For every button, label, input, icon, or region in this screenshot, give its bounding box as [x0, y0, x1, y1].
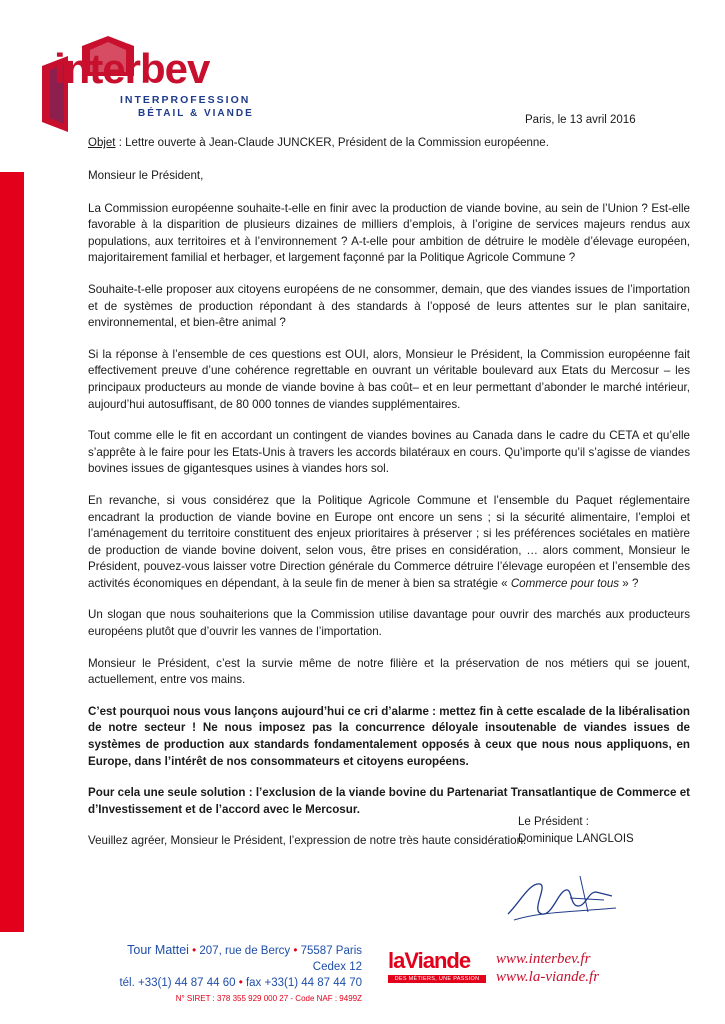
paragraph-2: Souhaite-t-elle proposer aux citoyens européens de ne consommer, demain, que des viandes issues de l’importation et de systèmes de production répondant à des standards à l’opposé de leurs attentes sur le plan sanitaire, environnemental, et bien-être animal ?: [88, 282, 690, 330]
logo-wordmark: interbev: [54, 45, 210, 92]
signatory: [518, 814, 634, 847]
paragraph-9-bold: Pour cela une seule solution : l’exclusion de la viande bovine du Partenariat Transatlantique de Commerce et d’Investissement et de l’accord avec le Mercosur.: [88, 786, 690, 816]
logo-subtitle-1: INTERPROFESSION: [120, 94, 251, 106]
signatory-title: Le Président :: [518, 816, 589, 828]
paragraph-5: [88, 493, 690, 593]
paragraph-8-bold: C’est pourquoi nous vous lançons aujourd’hui ce cri d’alarme : mettez fin à cette escalade de la libéralisation de notre secteur ! Ne nous imposez pas la concurrence déloyale insoutenable de viandes issues de systèmes de production aux standards fondamentalement opposés à ceux que nous nous appliquons, en Europe, dans l’intérêt de nos consommateurs et citoyens européens.: [88, 704, 690, 768]
signatory-name: Dominique LANGLOIS: [518, 832, 634, 845]
paragraph-7: Monsieur le Président, c’est la survie même de notre filière et la préservation de nos métiers qui se jouent, actuellement, entre vos mains.: [88, 656, 690, 687]
handwritten-signature-icon: [500, 862, 620, 932]
logo-subtitle-2: BÉTAIL & VIANDE: [138, 108, 254, 119]
addr-street: 207, rue de Bercy: [199, 945, 291, 957]
paragraph-5-text: En revanche, si vous considérez que la Politique Agricole Commune et l’ensemble du Paquet réglementaire encadrant la production de viande bovine en Europe ont encore un sens ; si la sécurité alimentaire, l’emploi et l’aménagement du territoire constituent des enjeux prioritaires à préserver ; si les préférences sociétales en matière de production de viande bovine doivent, selon vous, être prises en considération, … alors comment, Monsieur le Président, pouvez-vous laisser votre Direction générale du Commerce détruire l’élevage européen et l’ensemble des activités économiques en dépendant, à la seule fin de mener à bien sa stratégie «: [88, 493, 690, 590]
paragraph-6: Un slogan que nous souhaiterions que la Commission utilise davantage pour ouvrir des marchés aux producteurs européens plutôt que d’ouvrir les vannes de l’importation.: [88, 608, 690, 639]
paragraph-5-italic: Commerce pour tous: [510, 576, 620, 590]
footer-urls: [496, 950, 599, 986]
siret: N° SIRET : 378 355 929 000 27 - Code NAF : 9499Z: [175, 994, 362, 1003]
addr-city: 75587 Paris Cedex 12: [300, 945, 362, 973]
laviande-tagline: DES MÉTIERS, UNE PASSION: [388, 975, 486, 983]
addr-name: Tour Mattei: [127, 943, 189, 957]
paragraph-3: Si la réponse à l’ensemble de ces questions est OUI, alors, Monsieur le Président, la Commission européenne fait effectivement preuve d’une cohérence regrettable en ouvrant un véritable boulevard aux Etats du Mercosur – les principaux producteurs au monde de viande bovine à bas coût– et en leur permettant d’abonder le marché intérieur, aujourd’hui autosuffisant, de 80 000 tonnes de viandes supplémentaires.: [88, 347, 690, 411]
letter-date: Paris, le 13 avril 2016: [525, 114, 636, 126]
paragraph-1: La Commission européenne souhaite-t-elle en finir avec la production de viande bovine, au sein de l’Union ? Est-elle favorable à la disparition de plusieurs dizaines de milliers d’emplois, à l’origine de services majeurs rendus aux populations, aux territoires et à l’environnement ? A-t-elle pour ambition de détruire le modèle d’élevage européen, majoritairement familial et herbager, et largement façonné par la Politique Agricole Commune ?: [88, 201, 690, 265]
salutation: Monsieur le Président,: [88, 169, 204, 182]
left-red-bar: [0, 172, 24, 932]
letter-subject: [88, 137, 549, 149]
footer-address: [92, 942, 362, 1007]
closing: Veuillez agréer, Monsieur le Président, l’expression de notre très haute considération.: [88, 834, 527, 848]
letter-body: [88, 168, 690, 865]
laviande-logo-icon: laViande: [388, 948, 471, 973]
subject-label: Objet: [88, 137, 116, 149]
subject-text: : Lettre ouverte à Jean-Claude JUNCKER, Président de la Commission européenne.: [115, 137, 549, 149]
url-interbev[interactable]: www.interbev.fr: [496, 951, 591, 967]
footer-address-line: Tour Mattei • 207, rue de Bercy • 75587 Paris Cedex 12: [127, 943, 362, 973]
fax: fax +33(1) 44 87 44 70: [245, 977, 362, 989]
url-laviande[interactable]: www.la-viande.fr: [496, 969, 600, 985]
footer-phone-line: tél. +33(1) 44 87 44 60 • fax +33(1) 44 87 44 70: [119, 977, 362, 989]
paragraph-4: Tout comme elle le fit en accordant un contingent de viandes bovines au Canada dans le cadre du CETA et qu’elle s’apprête à le faire pour les Etats-Unis à travers les accords bilatéraux en cours. Qu’importe qu’il s’agisse de viandes bovines issues de gigantesques usines à viandes hors sol.: [88, 429, 690, 476]
tel: tél. +33(1) 44 87 44 60: [119, 977, 236, 989]
paragraph-5-end: » ?: [619, 576, 639, 590]
